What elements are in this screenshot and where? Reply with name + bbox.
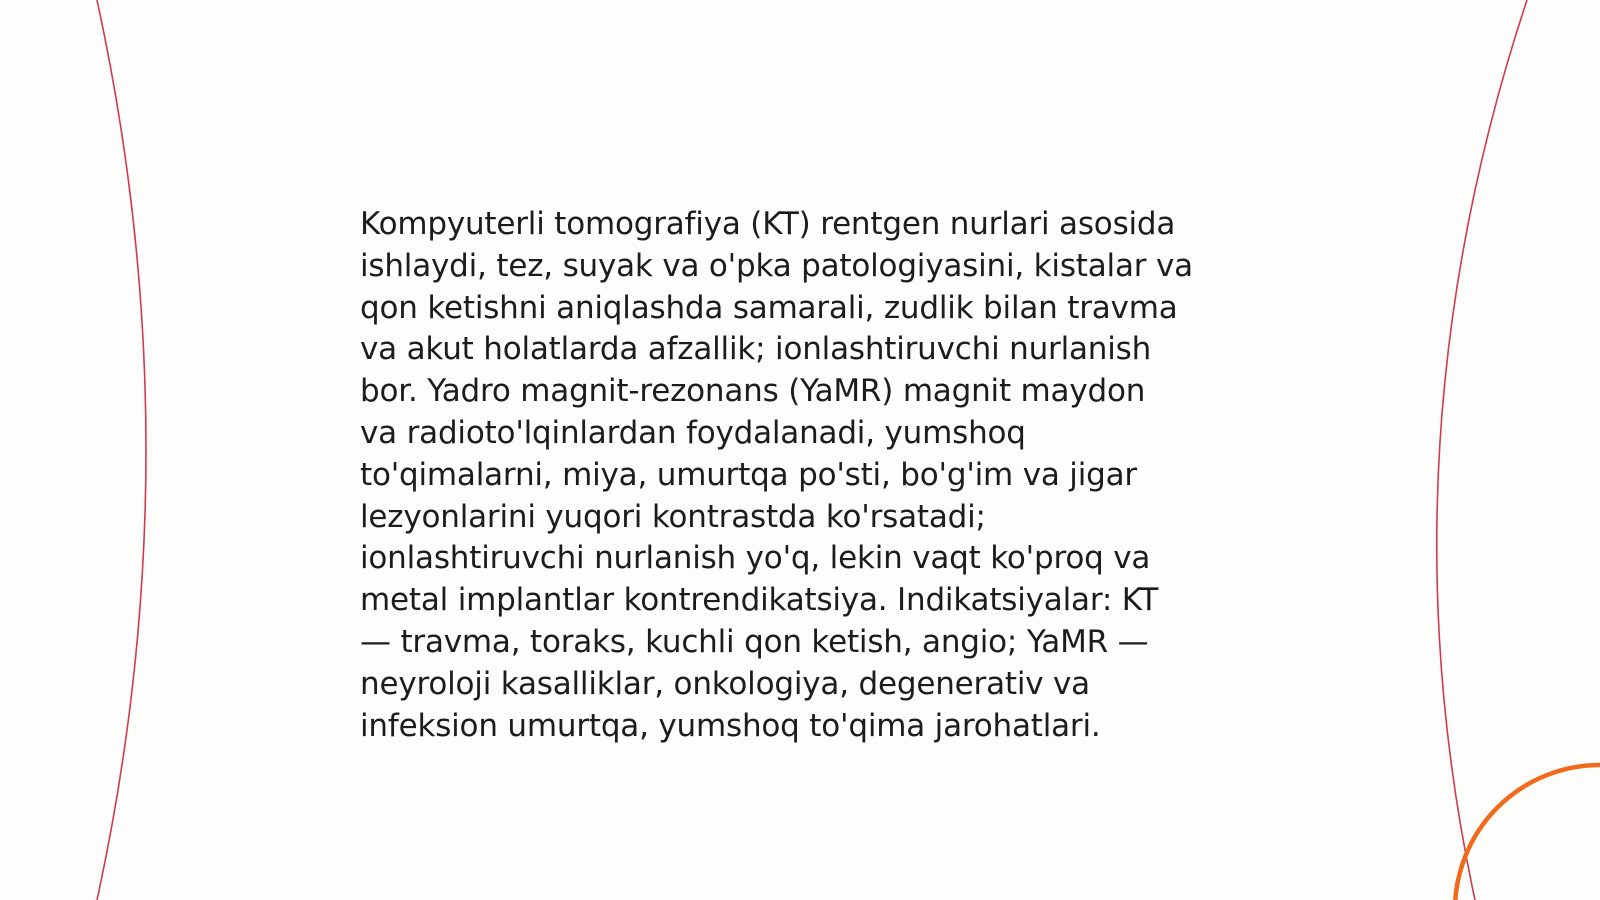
text-line: lezyonlarini yuqori kontrastda ko'rsatadi; xyxy=(360,498,986,535)
text-line: va akut holatlarda afzallik; ionlashtiruvchi nurlanish xyxy=(360,331,1152,368)
text-line: — travma, toraks, kuchli qon ketish, angio; YaMR — xyxy=(360,623,1149,660)
orange-accent-circle xyxy=(1455,765,1600,900)
text-line: ishlaydi, tez, suyak va o'pka patologiyasini, kistalar va xyxy=(360,247,1193,284)
body-text xyxy=(360,204,1240,747)
text-line: infeksion umurtqa, yumshoq to'qima jarohatlari. xyxy=(360,707,1101,744)
right-curve-line xyxy=(1437,0,1527,900)
text-line: va radioto'lqinlardan foydalanadi, yumshoq xyxy=(360,414,1026,451)
text-line: neyroloji kasalliklar, onkologiya, degenerativ va xyxy=(360,665,1090,702)
text-line: metal implantlar kontrendikatsiya. Indikatsiyalar: KT xyxy=(360,582,1159,619)
text-line: to'qimalarni, miya, umurtqa po'sti, bo'g'im va jigar xyxy=(360,456,1137,493)
left-curve-line xyxy=(97,0,146,900)
text-line: ionlashtiruvchi nurlanish yo'q, lekin vaqt ko'proq va xyxy=(360,540,1151,577)
text-line: bor. Yadro magnit-rezonans (YaMR) magnit maydon xyxy=(360,373,1146,410)
text-line: qon ketishni aniqlashda samarali, zudlik bilan travma xyxy=(360,289,1178,326)
text-line: Kompyuterli tomografiya (KT) rentgen nurlari asosida xyxy=(360,206,1176,242)
